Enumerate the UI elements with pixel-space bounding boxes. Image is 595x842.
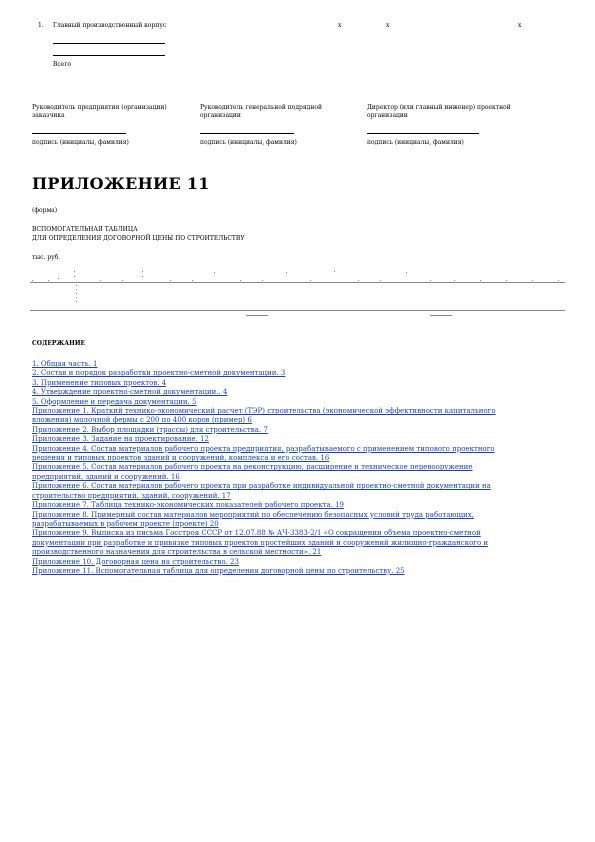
toc-link[interactable]: Приложение 4. Состав материалов рабочего проекта предприятия, разрабатываемого с применением типового проектного решения и типовых проектов зданий и сооружений, комплекса и его состав. 16 — [32, 444, 495, 463]
table-mark — [532, 280, 533, 281]
table-mark — [214, 272, 215, 273]
table-mark — [142, 271, 143, 272]
table-mark — [76, 285, 77, 286]
toc-link[interactable]: 2. Состав и порядок разработки проектно-сметной документации. 3 — [32, 369, 286, 378]
collapsed-table — [30, 268, 565, 320]
signature-line — [32, 133, 126, 134]
units-label: тыс. руб. — [32, 254, 61, 261]
table-mark — [480, 280, 481, 281]
table-mark — [142, 276, 143, 277]
table-mark — [74, 276, 75, 277]
toc-link[interactable]: 3. Применение типовых проектов. 4 — [32, 378, 167, 387]
table-mark — [76, 301, 77, 302]
appendix-heading: ПРИЛОЖЕНИЕ 11 — [32, 174, 210, 193]
total-label: Всего — [53, 61, 72, 68]
table-mark — [406, 272, 407, 273]
toc-heading: СОДЕРЖАНИЕ — [32, 340, 86, 347]
toc-link[interactable]: Приложение 9. Выписка из письма Госстроя СССР от 12.07.88 № АЧ-3383-2/1 «О сокращении объема проектно-сметной документации при разработке и привязке типовых проектов простейших зданий и сооружений жилищно-гражданского и производственного назначения для строительства в сельской местности». 21 — [32, 529, 489, 557]
signature-line — [200, 133, 294, 134]
toc-list — [32, 360, 502, 576]
toc-link[interactable]: Приложение 10. Договорная цена на строительство. 23 — [32, 557, 239, 566]
table-mark — [380, 280, 381, 281]
blank-row-line — [53, 55, 165, 56]
row-number: 1. — [38, 22, 44, 29]
toc-link[interactable]: 5. Оформление и передача документации. 5 — [32, 397, 197, 406]
table-title: ВСПОМОГАТЕЛЬНАЯ ТАБЛИЦА — [32, 226, 138, 233]
table-mark — [558, 280, 559, 281]
toc-link[interactable]: Приложение 7. Таблица технико-экономических показателей рабочего проекта. 19 — [32, 501, 344, 510]
table-mark — [122, 280, 123, 281]
toc-link[interactable]: Приложение 5. Состав материалов рабочего проекта на реконструкцию, расширение и техническое перевооружение предприятий, зданий и сооружений. 16 — [32, 463, 473, 481]
toc-link[interactable]: Приложение 11. Вспомогательная таблица для определения договорной цены по строительству. 25 — [32, 566, 405, 575]
table-mark — [192, 280, 193, 281]
table-mark — [74, 271, 75, 272]
toc-link[interactable]: 4. Утверждение проектно-сметной документации.. 4 — [32, 388, 228, 397]
toc-link[interactable]: 1. Общая часть. 1 — [32, 360, 98, 368]
table-mark — [286, 272, 287, 273]
table-mark — [76, 289, 77, 290]
table-mark — [454, 280, 455, 281]
table-mark — [240, 280, 241, 281]
table-mark — [32, 280, 33, 281]
row-mark: x — [518, 22, 522, 29]
signature-caption: подпись (инициалы, фамилия) — [200, 139, 297, 146]
signature-title: Руководитель предприятия (организации) заказчика — [32, 104, 167, 119]
signature-title: Директор (или главный инженер) проектной организации — [367, 104, 511, 119]
toc-link[interactable]: Приложение 3. Задание на проектирование. 12 — [32, 435, 209, 444]
table-mark — [48, 280, 49, 281]
blank-row-line — [53, 43, 165, 44]
table-rule — [246, 315, 268, 316]
toc-link[interactable]: Приложение 1. Краткий технико-экономический расчет (ТЭР) строительства (экономической эффективности капитального вложения) молочной фермы с 200 по 400 коров (пример) 6 — [32, 407, 496, 425]
table-rule — [430, 315, 452, 316]
table-title: ДЛЯ ОПРЕДЕЛЕНИЯ ДОГОВОРНОЙ ЦЕНЫ ПО СТРОИТЕЛЬСТВУ — [32, 235, 245, 242]
table-rule — [30, 310, 565, 311]
table-mark — [76, 293, 77, 294]
signature-line — [367, 133, 479, 134]
table-mark — [100, 280, 101, 281]
table-mark — [76, 297, 77, 298]
table-mark — [358, 280, 359, 281]
table-mark — [334, 271, 335, 272]
table-mark — [262, 280, 263, 281]
row-label: Главный производственный корпус — [53, 22, 167, 29]
table-mark — [310, 280, 311, 281]
row-mark: x — [338, 22, 342, 29]
toc-link[interactable]: Приложение 6. Состав материалов рабочего проекта при разработке индивидуальной проектно-сметной документации на строительство предприятий, зданий, сооружений. 17 — [32, 482, 491, 500]
form-note: (форма) — [32, 207, 58, 214]
table-mark — [506, 280, 507, 281]
signature-caption: подпись (инициалы, фамилия) — [367, 139, 464, 146]
signature-title: Руководитель генеральной подрядной организации — [200, 104, 322, 119]
toc-link[interactable]: Приложение 2. Выбор площадки (трассы) для строительства. 7 — [32, 425, 268, 434]
row-mark: x — [386, 22, 390, 29]
table-mark — [58, 278, 59, 279]
signature-caption: подпись (инициалы, фамилия) — [32, 139, 129, 146]
table-rule — [30, 282, 565, 283]
table-mark — [170, 280, 171, 281]
table-mark — [430, 280, 431, 281]
toc-link[interactable]: Приложение 8. Примерный состав материалов мероприятий по обеспечению безопасных условий труда работающих, разрабатываемых в рабочем проекте (проекте) 20 — [32, 510, 474, 528]
